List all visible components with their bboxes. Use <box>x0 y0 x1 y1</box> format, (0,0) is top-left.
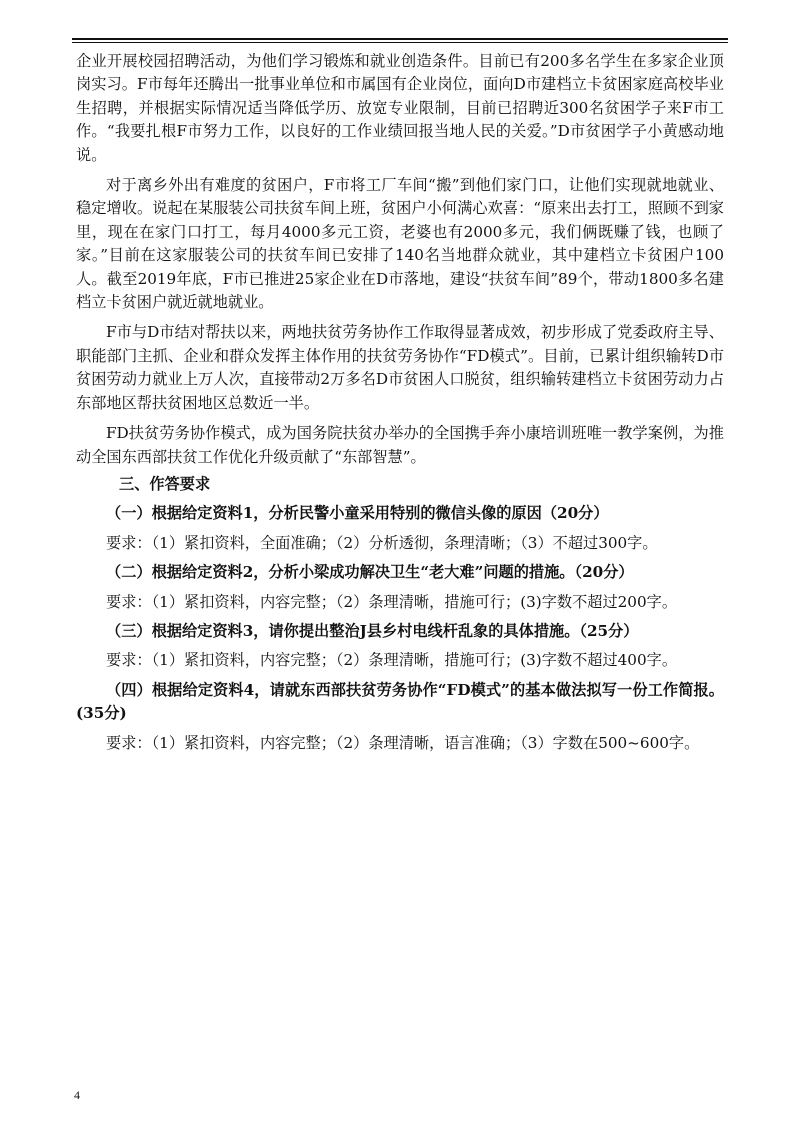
section-heading: 三、作答要求 <box>119 474 211 493</box>
paragraph-4: FD扶贫劳务协作模式，成为国务院扶贫办举办的全国携手奔小康培训班唯一教学案例，为推动全国东西部扶贫工作优化升级贡献了“东部智慧”。 <box>76 424 724 466</box>
paragraph-1: 企业开展校园招聘活动，为他们学习锻炼和就业创造条件。目前已有200多名学生在多家企业顶岗实习。F市每年还腾出一批事业单位和市属国有企业岗位，面向D市建档立卡贫困家庭高校毕业生招聘，并根据实际情况适当降低学历、放宽专业限制，目前已招聘近300名贫困学子来F市工作。“我要扎根F市努力工作，以良好的工作业绩回报当地人民的关爱。”D市贫困学子小黄感动地说。 <box>76 52 724 164</box>
page-number: 4 <box>74 1088 80 1102</box>
question-2-requirement: 要求：（1）紧扣资料，内容完整；（2）条理清晰，措施可行；(3)字数不超过200字。 <box>106 592 678 611</box>
document-body <box>76 50 724 755</box>
question-2-title: （二）根据给定资料2，分析小梁成功解决卫生“老大难”问题的措施。（20分） <box>106 563 634 582</box>
header-rule-thick <box>72 38 728 40</box>
question-3-requirement: 要求：（1）紧扣资料，内容完整；（2）条理清晰，措施可行；(3)字数不超过400字。 <box>106 651 678 670</box>
question-1-requirement: 要求：（1）紧扣资料，全面准确；（2）分析透彻，条理清晰；（3）不超过300字。 <box>106 533 658 552</box>
paragraph-3: F市与D市结对帮扶以来，两地扶贫劳务协作工作取得显著成效，初步形成了党委政府主导、职能部门主抓、企业和群众发挥主体作用的扶贫劳务协作“FD模式”。目前，已累计组织输转D市贫困劳动力就业上万人次，直接带动2万多名D市贫困人口脱贫，组织输转建档立卡贫困劳动力占东部地区帮扶贫困地区总数近一半。 <box>76 323 724 412</box>
header-rule-thin <box>72 42 728 43</box>
question-1-title: （一）根据给定资料1，分析民警小童采用特别的微信头像的原因（20分） <box>106 504 609 523</box>
question-3-title: （三）根据给定资料3，请你提出整治J县乡村电线杆乱象的具体措施。（25分） <box>106 621 639 640</box>
question-4-requirement: 要求：（1）紧扣资料，内容完整；（2）条理清晰，语言准确；（3）字数在500~600字。 <box>106 733 700 752</box>
question-4-title: （四）根据给定资料4，请就东西部扶贫劳务协作“FD模式”的基本做法拟写一份工作简报。(35分) <box>76 680 724 723</box>
paragraph-2: 对于离乡外出有难度的贫困户，F市将工厂车间“搬”到他们家门口，让他们实现就地就业、稳定增收。说起在某服装公司扶贫车间上班，贫困户小何满心欢喜：“原来出去打工，照顾不到家里，现在在家门口打工，每月4000多元工资，老婆也有2000多元，我们俩既赚了钱，也顾了家。”目前在这家服装公司的扶贫车间已安排了140名当地群众就业，其中建档立卡贫困户100人。截至2019年底，F市已推进25家企业在D市落地，建设“扶贫车间”89个，带动1800多名建档立卡贫困户就近就地就业。 <box>76 176 724 312</box>
